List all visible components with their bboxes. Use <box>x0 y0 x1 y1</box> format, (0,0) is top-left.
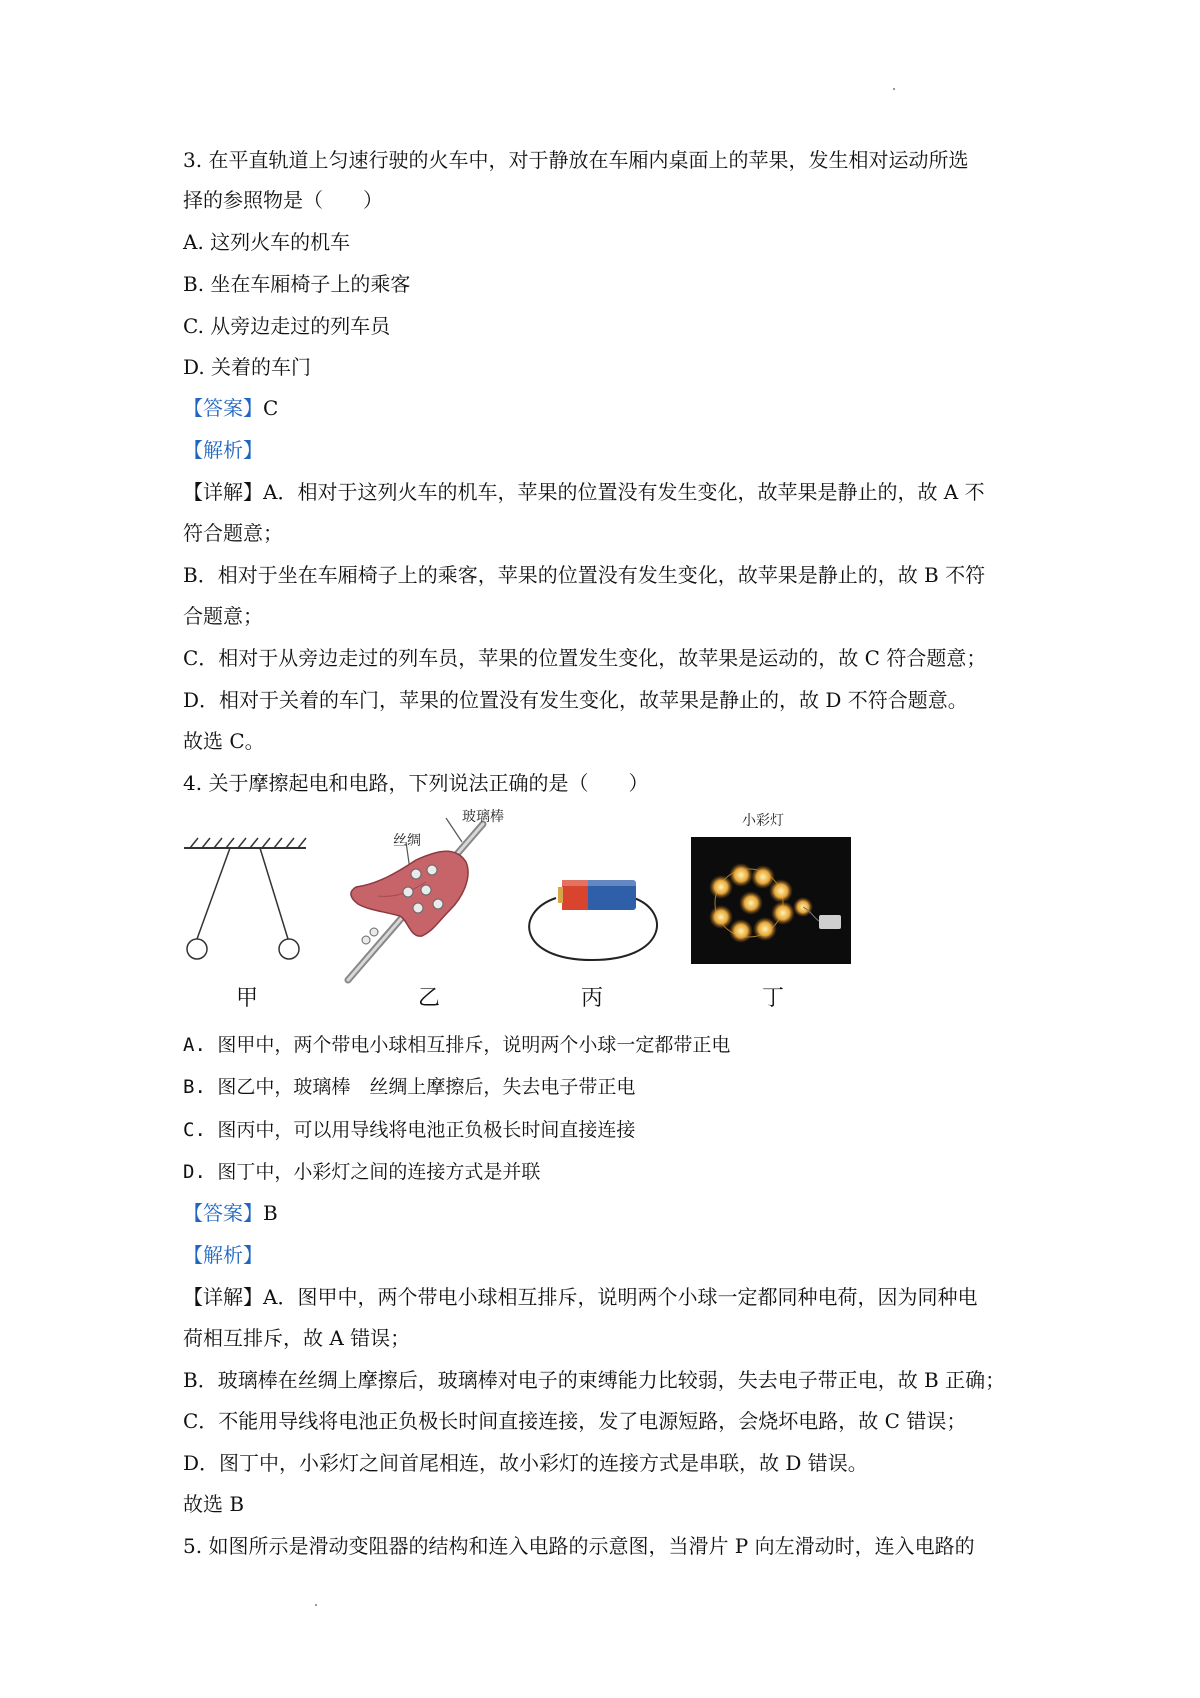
q4-detail-text1: A．图甲中，两个带电小球相互排斥，说明两个小球一定都同种电荷，因为同种电 <box>263 1285 978 1309</box>
q4-stem: 4. 关于摩擦起电和电路，下列说法正确的是（ ） <box>183 771 649 795</box>
figure-ding-string-lights <box>691 837 851 964</box>
q3-detail-line4: 合题意； <box>183 604 263 628</box>
q3-detail-line1 <box>183 478 985 506</box>
label-silk: 丝绸 <box>393 833 421 849</box>
q3-conclusion: 故选 C。 <box>183 729 265 753</box>
q4-option-b: B. 图乙中，玻璃棒 丝绸上摩擦后，失去电子带正电 <box>183 1076 636 1098</box>
q3-detail-line5: C．相对于从旁边走过的列车员，苹果的位置发生变化，故苹果是运动的，故 C 符合题意； <box>183 646 987 670</box>
answer-tag: 【答案】 <box>183 1201 263 1225</box>
q3-detail-text1: A．相对于这列火车的机车，苹果的位置没有发生变化，故苹果是静止的，故 A 不 <box>263 480 985 504</box>
caption-jia: 甲 <box>236 986 259 1011</box>
q3-option-d: D. 关着的车门 <box>183 355 312 379</box>
q3-detail-line3: B．相对于坐在车厢椅子上的乘客，苹果的位置没有发生变化，故苹果是静止的，故 B 不符 <box>183 563 986 587</box>
q3-option-b: B. 坐在车厢椅子上的乘客 <box>183 272 411 296</box>
q3-detail-line2: 符合题意； <box>183 521 283 545</box>
scan-speck <box>893 88 895 90</box>
q4-option-a: A. 图甲中，两个带电小球相互排斥，说明两个小球一定都带正电 <box>183 1034 731 1056</box>
figure-bing-battery-short-circuit <box>522 860 668 966</box>
battery-terminal <box>558 887 563 903</box>
detail-tag: 【详解】 <box>183 1285 263 1309</box>
answer-tag: 【答案】 <box>183 396 263 420</box>
q4-analysis-tag: 【解析】 <box>183 1243 263 1267</box>
q3-detail-line6: D．相对于关着的车门，苹果的位置没有发生变化，故苹果是静止的，故 D 不符合题意。 <box>183 688 968 712</box>
q4-detail-line4: C．不能用导线将电池正负极长时间直接连接，发了电源短路，会烧坏电路，故 C 错误； <box>183 1409 967 1433</box>
q4-detail-line2: 荷相互排斥，故 A 错误； <box>183 1326 411 1350</box>
q4-answer-line <box>183 1199 278 1227</box>
label-glass-rod: 玻璃棒 <box>462 809 504 825</box>
q4-detail-line5: D．图丁中，小彩灯之间首尾相连，故小彩灯的连接方式是串联，故 D 错误。 <box>183 1451 868 1475</box>
scan-speck <box>315 1604 317 1606</box>
battery-box <box>819 915 841 929</box>
q3-stem-line2: 择的参照物是（ ） <box>183 188 383 212</box>
q3-option-c: C. 从旁边走过的列车员 <box>183 314 391 338</box>
q4-option-c: C. 图丙中，可以用导线将电池正负极长时间直接连接 <box>183 1119 636 1141</box>
q3-option-a: A. 这列火车的机车 <box>183 230 351 254</box>
q3-answer-value: C <box>263 396 279 420</box>
caption-yi: 乙 <box>418 986 441 1011</box>
figure-jia-hanging-balls <box>180 828 310 963</box>
caption-bing: 丙 <box>581 986 604 1011</box>
q3-answer-line <box>183 394 278 422</box>
q3-analysis-tag: 【解析】 <box>183 438 263 462</box>
detail-tag: 【详解】 <box>183 480 263 504</box>
q4-detail-line1 <box>183 1283 977 1311</box>
q4-answer-value: B <box>263 1201 278 1225</box>
q3-stem-line1: 3. 在平直轨道上匀速行驶的火车中，对于静放在车厢内桌面上的苹果，发生相对运动所选 <box>183 148 969 172</box>
label-small-lights: 小彩灯 <box>742 813 784 829</box>
caption-ding: 丁 <box>762 986 785 1011</box>
figure-yi-glass-rod-silk <box>338 812 508 987</box>
q4-detail-line3: B．玻璃棒在丝绸上摩擦后，玻璃棒对电子的束缚能力比较弱，失去电子带正电，故 B 正确； <box>183 1368 1006 1392</box>
ball-left <box>187 939 207 959</box>
ball-right <box>279 939 299 959</box>
q5-stem-line1: 5. 如图所示是滑动变阻器的结构和连入电路的示意图，当滑片 P 向左滑动时，连入电路的 <box>183 1534 975 1558</box>
q4-conclusion: 故选 B <box>183 1492 245 1516</box>
q4-option-d: D. 图丁中，小彩灯之间的连接方式是并联 <box>183 1161 541 1183</box>
string-lights-drawing <box>691 837 851 964</box>
